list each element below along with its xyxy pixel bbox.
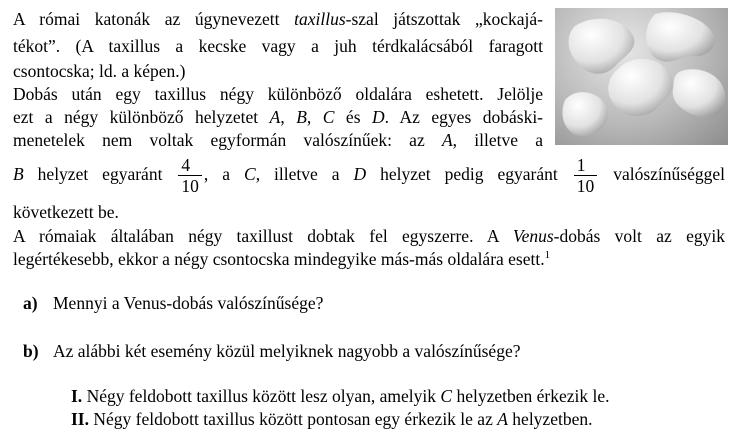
text: -szal játszottak „kockajá-: [345, 9, 543, 29]
text: helyzetben.: [507, 409, 593, 429]
fraction-denominator: 10: [181, 176, 199, 197]
text: ezt a négy különböző helyzetet: [13, 107, 270, 127]
text: helyzetben érkezik le.: [452, 386, 610, 406]
text: -dobás volt az egyik: [553, 226, 725, 246]
para3-line-9: [13, 225, 725, 247]
intro-line-3: [13, 60, 186, 82]
text: A római katonák az úgynevezett: [13, 9, 295, 29]
event-I-label: I.: [71, 386, 83, 406]
var-D: D: [372, 107, 385, 127]
text: A rómaiak általában négy taxillust dobtak fel egyszerre. A: [13, 226, 513, 246]
text: csontocska; ld. a képen.): [13, 61, 186, 81]
text: , illetve a: [452, 130, 543, 150]
fraction-numerator: 1: [574, 155, 598, 176]
text: tékot”. (A taxillus a kecske vagy a juh térdkalácsából faragott: [13, 36, 543, 56]
footnote-marker: 1: [544, 249, 551, 261]
text: ,: [306, 107, 323, 127]
fraction-numerator: 4: [178, 155, 202, 176]
text: . Az egyes dobáski-: [384, 107, 544, 127]
text: Négy feldobott taxillus között lesz olyan, amelyik: [82, 386, 441, 406]
intro-line-2: [13, 35, 543, 57]
text: Négy feldobott taxillus között pontosan egy érkezik le az: [89, 409, 498, 429]
taxillus-bones-illustration: [555, 8, 728, 145]
question-a: [23, 292, 323, 314]
question-b-text: Az alábbi két esemény közül melyiknek nagyobb a valószínűsége?: [53, 341, 521, 361]
text: valószínűséggel: [599, 164, 725, 184]
para2-line-5: [13, 106, 543, 128]
var-B: B: [296, 107, 307, 127]
question-a-text: Mennyi a Venus-dobás valószínűsége?: [53, 293, 324, 313]
event-I: [71, 385, 609, 407]
para2-line-4: [13, 83, 543, 105]
taxillus-term: taxillus: [294, 9, 346, 29]
taxillus-photo: [555, 8, 728, 145]
venus-term: Venus: [512, 226, 554, 246]
question-b: [23, 340, 520, 362]
var-A: A: [497, 409, 508, 429]
var-A: A: [441, 130, 453, 150]
var-D: D: [353, 164, 367, 184]
para2-line-7: [13, 152, 725, 196]
text: , a: [203, 164, 245, 184]
question-a-label: a): [23, 293, 38, 313]
intro-line-1: [13, 8, 543, 30]
text: helyzet pedig egyaránt: [366, 164, 572, 184]
question-b-label: b): [23, 341, 39, 361]
var-C: C: [244, 164, 256, 184]
var-C: C: [322, 107, 335, 127]
event-II-label: II.: [71, 409, 89, 429]
text: , illetve a: [255, 164, 354, 184]
para3-line-10: [13, 248, 550, 270]
fraction-1-10: [574, 155, 598, 196]
para2-line-8: [13, 201, 119, 223]
text: helyzet egyaránt: [23, 164, 177, 184]
fraction-4-10: [178, 155, 202, 196]
text: következett be.: [13, 202, 119, 222]
text: és: [334, 107, 372, 127]
text: Dobás után egy taxillus négy különböző oldalára eshetett. Jelölje: [13, 84, 543, 104]
var-A: A: [269, 107, 281, 127]
text: menetelek nem voltak egyformán valószínűek: az: [13, 130, 442, 150]
text: legértékesebb, ekkor a négy csontocska mindegyike más-más oldalára esett.: [13, 249, 545, 269]
para2-line-6: [13, 129, 543, 151]
var-C: C: [440, 386, 453, 406]
fraction-denominator: 10: [576, 176, 595, 197]
var-B: B: [13, 164, 24, 184]
text: ,: [280, 107, 297, 127]
event-II: [71, 408, 592, 430]
